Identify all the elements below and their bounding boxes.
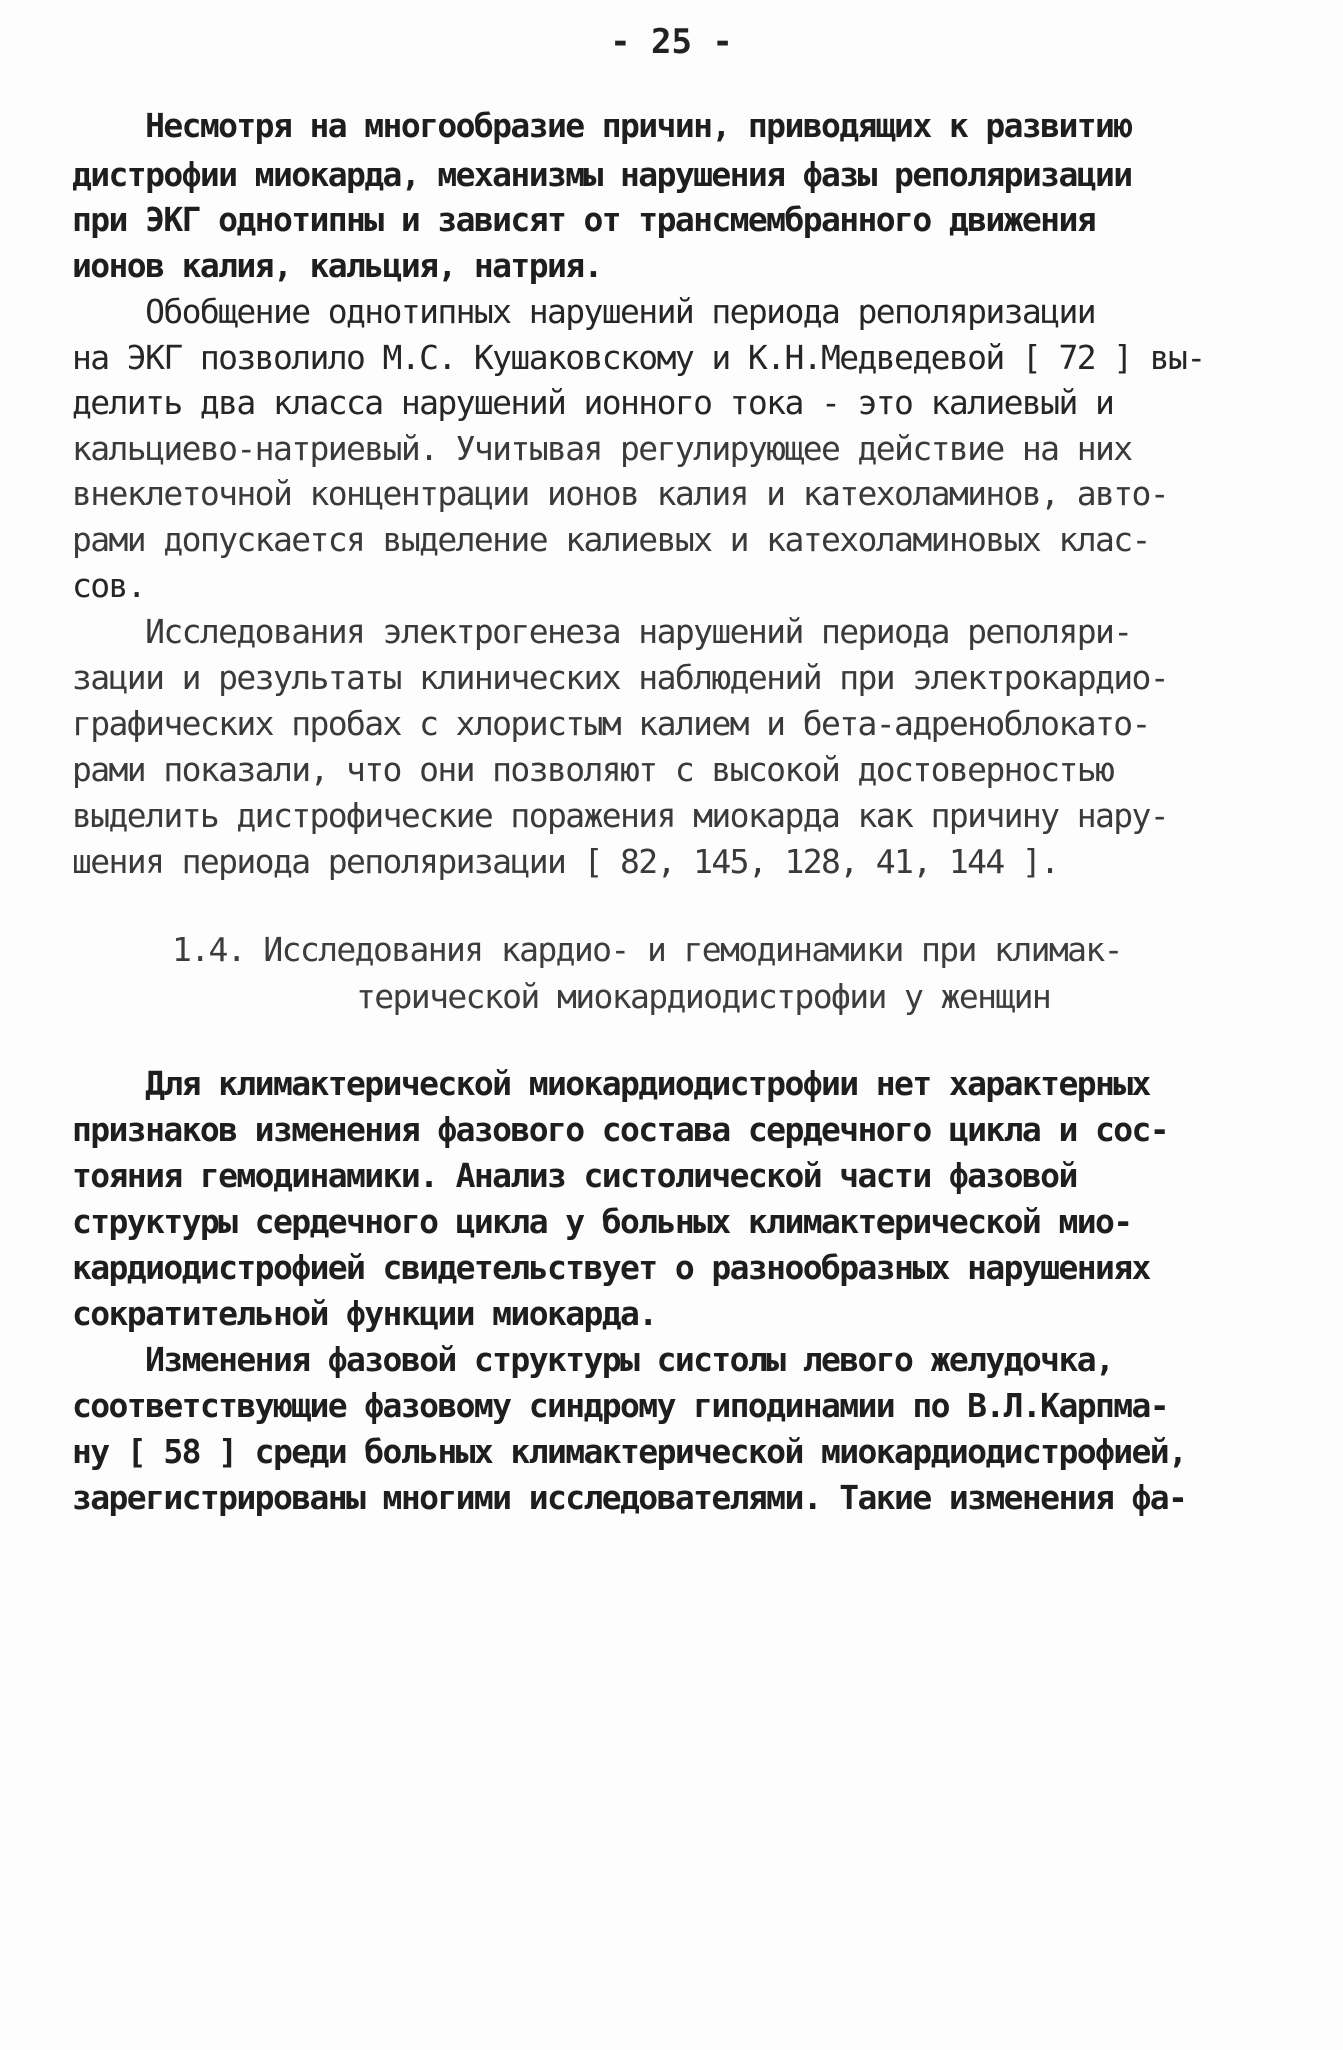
text-line: сов.	[72, 566, 146, 605]
text-line: сократительной функции миокарда.	[72, 1294, 657, 1333]
text-line: графических пробах с хлористым калием и бета-адреноблокато-	[72, 704, 1150, 743]
text-line: структуры сердечного цикла у больных климактерической мио-	[72, 1202, 1132, 1241]
text-line: выделить дистрофические поражения миокарда как причину нару-	[72, 796, 1169, 835]
section-heading: 1.4. Исследования кардио- и гемодинамики при климак-	[172, 930, 1122, 969]
text-line: кардиодистрофией свидетельствует о разнообразных нарушениях	[72, 1248, 1150, 1287]
text-line: Изменения фазовой структуры систолы левого желудочка,	[72, 1340, 1114, 1379]
text-line: ионов калия, кальция, натрия.	[72, 246, 602, 285]
text-line: внеклеточной концентрации ионов калия и катехоламинов, авто-	[72, 474, 1169, 513]
text-line: шения периода реполяризации [ 82, 145, 128, 41, 144 ].	[72, 842, 1059, 881]
text-line: признаков изменения фазового состава сердечного цикла и сос-	[72, 1110, 1169, 1149]
text-line: Несмотря на многообразие причин, приводящих к развитию	[72, 106, 1132, 145]
text-line: при ЭКГ однотипны и зависят от трансмембранного движения	[72, 200, 1095, 239]
text-line: зации и результаты клинических наблюдений при электрокардио-	[72, 658, 1169, 697]
text-line: Обобщение однотипных нарушений периода реполяризации	[72, 292, 1095, 331]
text-line: тояния гемодинамики. Анализ систолической части фазовой	[72, 1156, 1077, 1195]
text-line: дистрофии миокарда, механизмы нарушения фазы реполяризации	[72, 155, 1132, 194]
text-line: зарегистрированы многими исследователями. Такие изменения фа-	[72, 1478, 1187, 1517]
page-number: - 25 -	[610, 22, 733, 62]
text-line: Для климактерической миокардиодистрофии нет характерных	[72, 1064, 1150, 1103]
text-line: кальциево-натриевый. Учитывая регулирующее действие на них	[72, 429, 1132, 468]
text-line: делить два класса нарушений ионного тока - это калиевый и	[72, 383, 1114, 422]
text-line: рами допускается выделение калиевых и катехоламиновых клас-	[72, 520, 1150, 559]
text-line: ну [ 58 ] среди больных климактерической миокардиодистрофией,	[72, 1432, 1187, 1471]
text-line: соответствующие фазовому синдрому гиподинамии по В.Л.Карпма-	[72, 1386, 1169, 1425]
text-line: на ЭКГ позволило М.С. Кушаковскому и К.Н.Медведевой [ 72 ] вы-	[72, 338, 1205, 377]
text-line: рами показали, что они позволяют с высокой достоверностью	[72, 750, 1114, 789]
section-heading: терической миокардиодистрофии у женщин	[356, 977, 1051, 1016]
text-line: Исследования электрогенеза нарушений периода реполяри-	[72, 612, 1132, 651]
